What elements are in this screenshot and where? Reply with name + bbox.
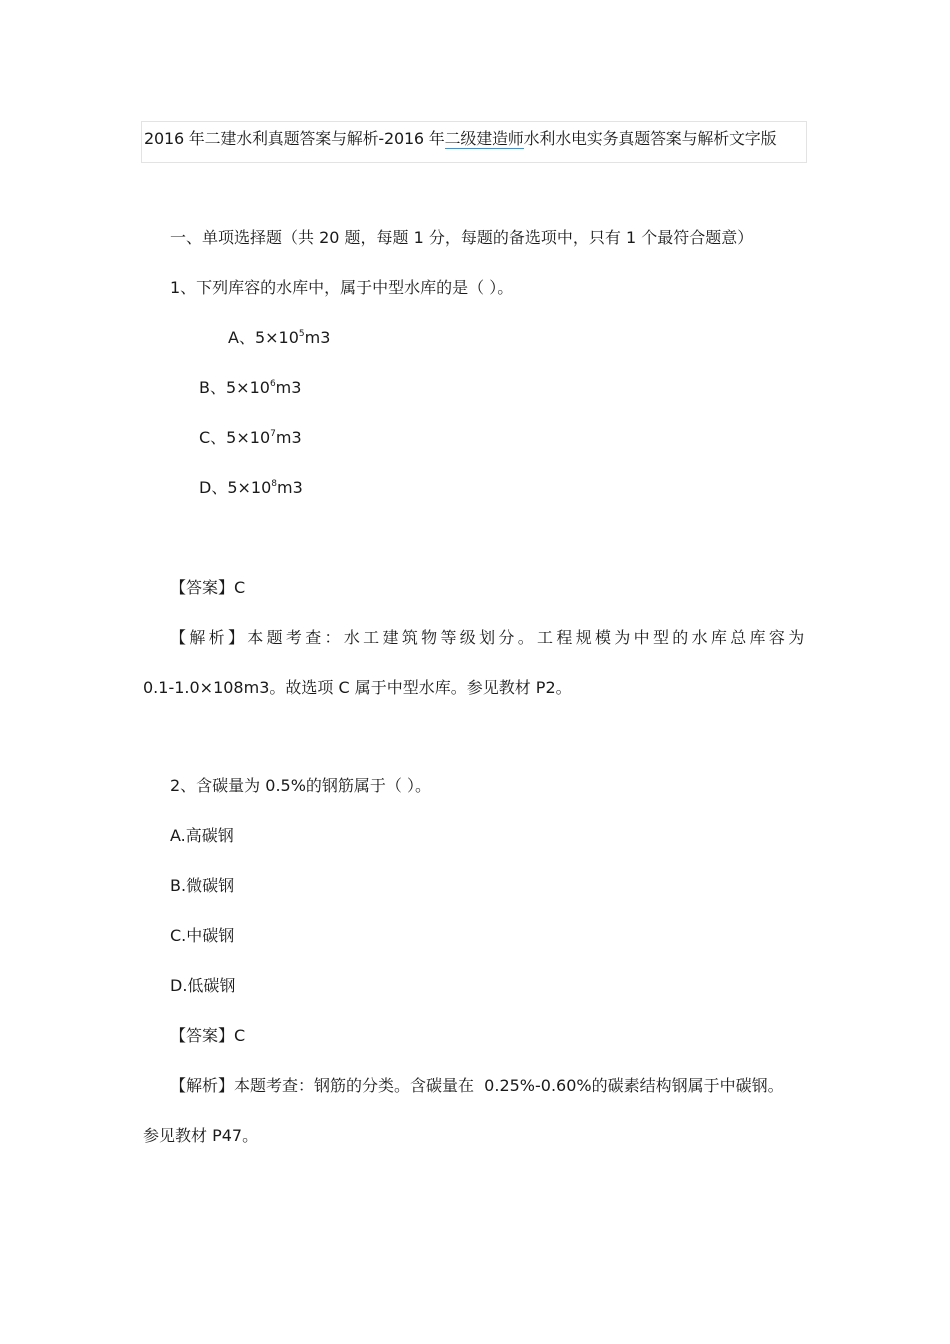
q2-analysis-line2: 参见教材 P47。	[143, 1126, 259, 1145]
q1-option-a: A、$5\times 10^5m3$	[228, 328, 331, 347]
title-text-part2: 水利水电实务真题答案与解析文字版	[523, 129, 777, 148]
section-heading: 一、单项选择题（共 20 题，每题 1 分，每题的备选项中，只有 1 个最符合题意）	[170, 228, 754, 247]
q2-option-c: C.中碳钢	[170, 926, 235, 945]
title-link[interactable]: 二级建造师	[444, 129, 524, 148]
q1-analysis-line1: 【解析】本题考查：水工建筑物等级划分。工程规模为中型的水库总库容为	[170, 628, 805, 647]
q1-option-b: B、$5\times 10^6m3$	[199, 378, 302, 397]
q1-answer: 【答案】C	[170, 578, 246, 597]
title-text-part1: 2016 年二建水利真题答案与解析-2016 年	[144, 129, 445, 148]
q2-option-b: B.微碳钢	[170, 876, 235, 895]
q1-option-d: D、$5\times 10^8m3$	[199, 478, 303, 497]
document-title	[141, 121, 807, 163]
q1-analysis-line2: 0.1-1.0×108m3。故选项 C 属于中型水库。参见教材 P2。	[143, 678, 572, 697]
q2-option-a: A.高碳钢	[170, 826, 234, 845]
q2-answer: 【答案】C	[170, 1026, 246, 1045]
q2-analysis-line1: 【解析】本题考查：钢筋的分类。含碳量在 0.25%-0.60%的碳素结构钢属于中碳钢。	[170, 1076, 784, 1095]
q2-stem: 2、含碳量为 0.5%的钢筋属于（ ）。	[170, 776, 432, 795]
q2-option-d: D.低碳钢	[170, 976, 236, 995]
q1-stem: 1、下列库容的水库中，属于中型水库的是（ ）。	[170, 278, 514, 297]
q1-option-c: C、$5\times 10^7m3$	[199, 428, 302, 447]
